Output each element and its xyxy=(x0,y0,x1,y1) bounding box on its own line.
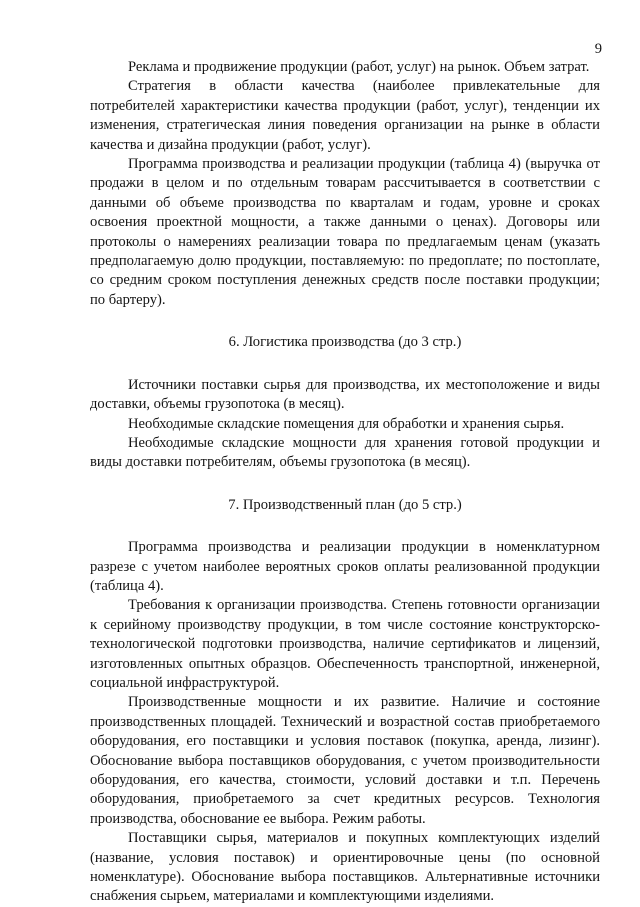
paragraph-advertising: Реклама и продвижение продукции (работ, услуг) на рынок. Объем затрат. xyxy=(128,59,590,75)
section-heading-production-plan: 7. Производственный план (до 5 стр.) xyxy=(228,496,462,513)
paragraph-quality-strategy: Стратегия в области качества (наиболее привлекательные для потребителей характеристики качества продукции (работ, услуг), тенденции их изменения, стратегическая линия поведения организации на рынке в области качества и дизайна продукции (работ, услуг). xyxy=(90,78,600,153)
section-heading-logistics: 6. Логистика производства (до 3 стр.) xyxy=(228,334,462,351)
page-number: 9 xyxy=(594,41,602,57)
paragraph-capacities: Производственные мощности и их развитие. Наличие и состояние производственных площадей. Технический и возрастной состав приобретаемого оборудования, его поставщики и условия поставок (покупка, аренда, лизинг). Обоснование выбора поставщиков оборудования, с учетом производительности оборудования, его качества, стоимости, условий доставки и т.п. Перечень оборудования, приобретаемого за счет кредитных ресурсов. Технология производства, обоснование ее выбора. Режим работы. xyxy=(90,694,600,827)
paragraph-product-storage: Необходимые складские мощности для хранения готовой продукции и виды доставки потребителям, объемы грузопотока (в месяц). xyxy=(90,434,600,471)
paragraph-supply-sources: Источники поставки сырья для производства, их местоположение и виды доставки, объемы грузопотока (в месяц). xyxy=(90,376,600,413)
paragraph-raw-storage: Необходимые складские помещения для обработки и хранения сырья. xyxy=(128,415,565,432)
paragraph-production-program: Программа производства и реализации продукции (таблица 4) (выручка от продажи в целом и по отдельным товарам рассчитывается в соответствии с данными об объеме производства по кварталам и годам, уровне и сроках освоения проектной мощности, а также данными о ценах). Договоры или протоколы о намерениях реализации товара по предлагаемым ценам (указать предполагаемую долю продукции, поставляемую: по предоплате; по постоплате, со средним сроком поступления денежных средств после поставки продукции; по бартеру). xyxy=(90,156,600,308)
paragraph-suppliers: Поставщики сырья, материалов и покупных комплектующих изделий (название, условия поставок) и ориентировочные цены (по основной номенклатуре). Обоснование выбора поставщиков. Альтернативные источники снабжения сырьем, материалами и комплектующими изделиями. xyxy=(90,830,600,905)
paragraph-organization-requirements: Требования к организации производства. Степень готовности организации к серийному производству продукции, в том числе состояние конструкторско-технологической подготовки производства, наличие сертификатов и лицензий, изготовленных опытных образцов. Обеспеченность транспортной, инженерной, социальной инфраструктурой. xyxy=(90,597,600,691)
paragraph-nomenclature-program: Программа производства и реализации продукции в номенклатурном разрезе с учетом наиболее вероятных сроков оплаты реализованной продукции (таблица 4). xyxy=(90,539,600,594)
page-content xyxy=(90,58,600,907)
